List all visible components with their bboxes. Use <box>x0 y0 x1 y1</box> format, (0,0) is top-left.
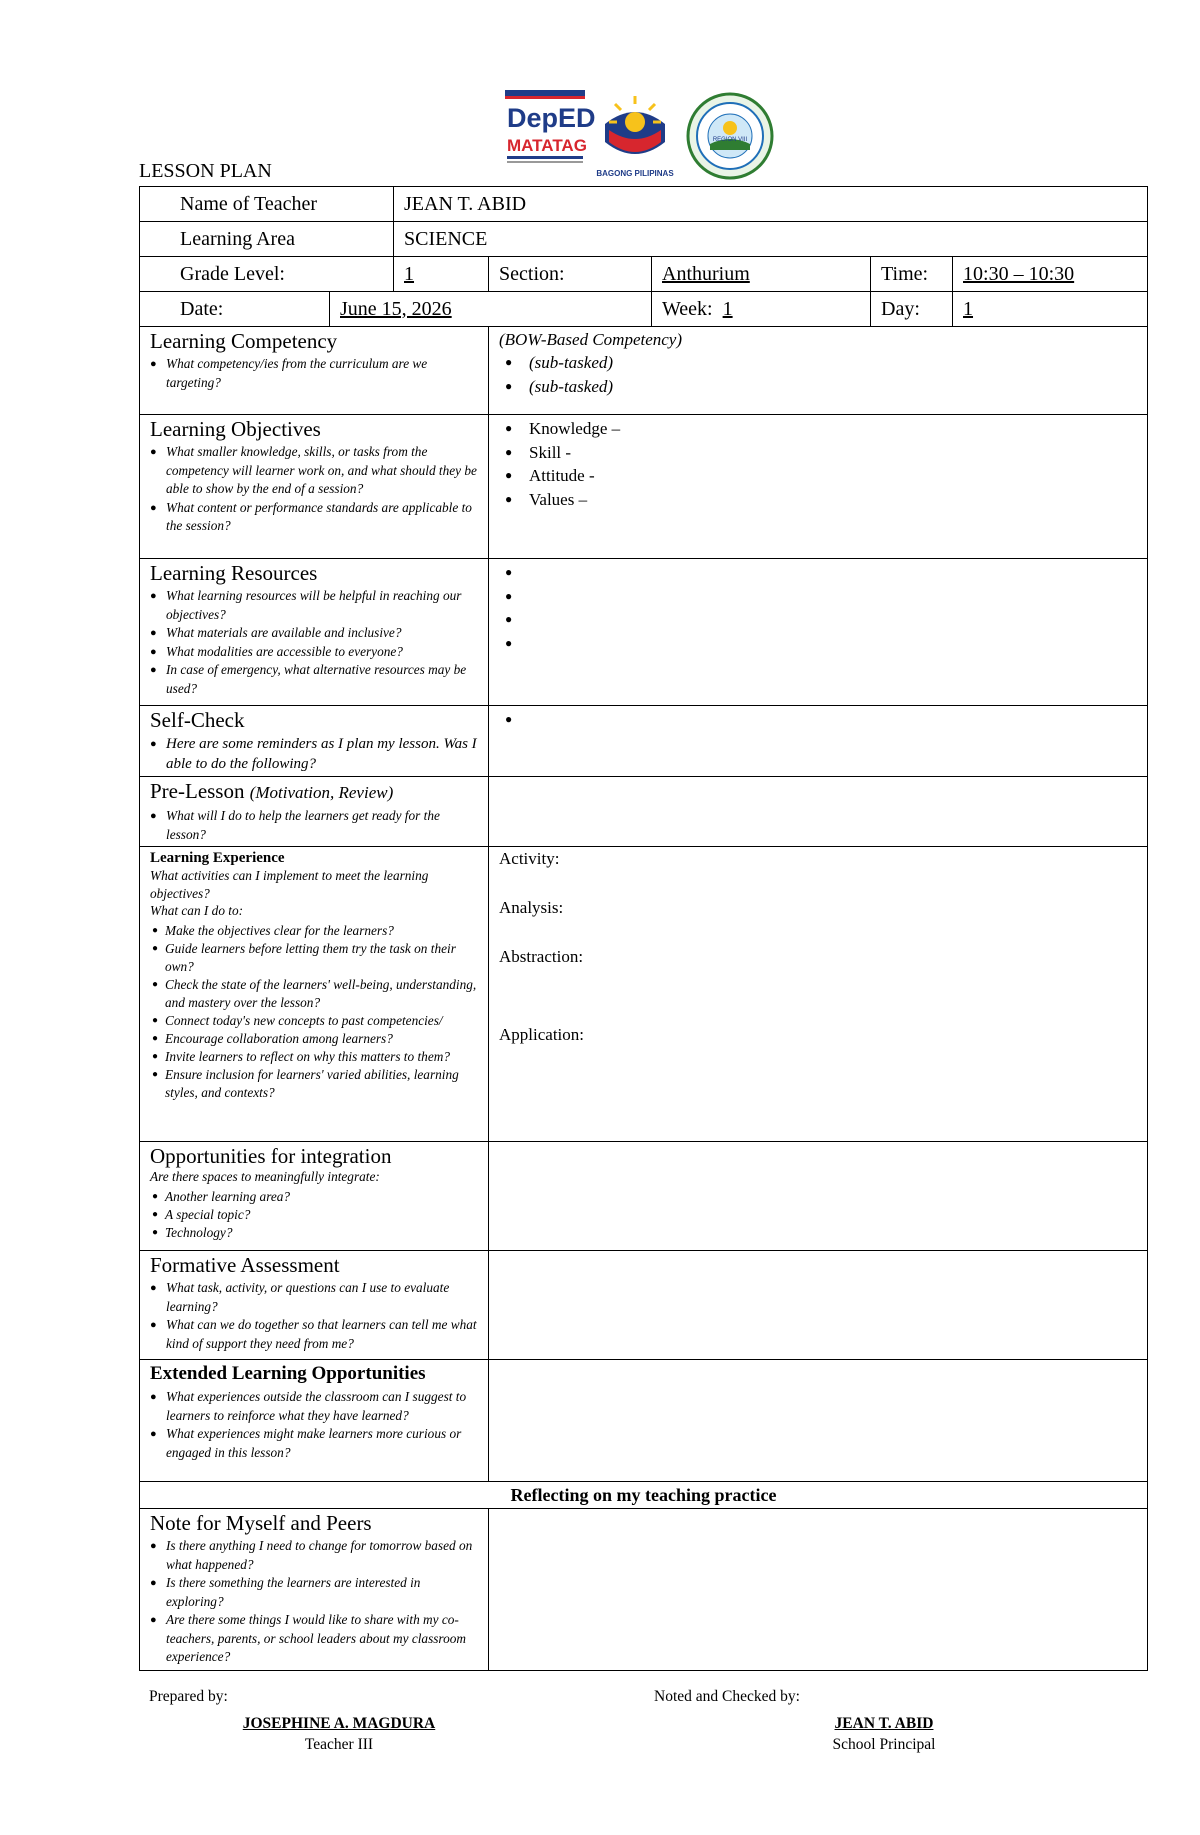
question-item: ● Here are some reminders as I plan my lesson. Was I able to do the following? <box>150 734 480 774</box>
selfcheck-left <box>140 706 489 777</box>
extended-title: Extended Learning Opportunities <box>150 1363 426 1384</box>
competency-left <box>140 327 489 415</box>
question-item: ● What smaller knowledge, skills, or tasks from the competency will learner work on, and what should they be able to show by the end of a session? <box>150 443 480 499</box>
question-item: ● Is there something the learners are interested in exploring? <box>150 1574 480 1611</box>
prelesson-title-line <box>150 779 480 805</box>
prepared-by-block <box>149 1688 436 1753</box>
notes-right[interactable] <box>489 1509 1148 1671</box>
objective-item: ● Attitude - <box>505 464 1137 488</box>
question-item: ● What will I do to help the learners get ready for the lesson? <box>150 807 480 844</box>
grade-value-cell[interactable] <box>394 257 489 292</box>
checked-name: JEAN T. ABID <box>834 1715 934 1732</box>
competency-title: Learning Competency <box>150 329 338 353</box>
reflecting-row <box>140 1482 1148 1509</box>
experience-row <box>140 847 1148 1142</box>
resource-item <box>505 561 1137 585</box>
formative-row <box>140 1251 1148 1360</box>
question-item: ● What experiences might make learners more curious or engaged in this lesson? <box>150 1425 480 1462</box>
date-label: Date: <box>140 292 330 327</box>
question-item: ● Are there some things I would like to share with my co-teachers, parents, or school leaders about my classroom experience? <box>150 1611 480 1667</box>
date-row <box>140 292 1148 327</box>
notes-questions <box>150 1537 480 1667</box>
integration-row <box>140 1142 1148 1251</box>
resources-title: Learning Resources <box>150 561 318 585</box>
date-value: June 15, 2026 <box>340 297 452 320</box>
experience-intro2: What can I do to: <box>150 903 244 918</box>
notes-title: Note for Myself and Peers <box>150 1511 372 1535</box>
experience-title: Learning Experience <box>150 850 285 866</box>
extended-questions <box>150 1388 480 1462</box>
teacher-label: Name of Teacher <box>140 187 394 222</box>
resources-questions <box>150 587 480 698</box>
competency-row <box>140 327 1148 415</box>
question-item: ● What modalities are accessible to everyone? <box>150 643 480 662</box>
week-cell <box>652 292 871 327</box>
grade-value: 1 <box>404 262 415 285</box>
prelesson-title: Pre-Lesson <box>150 779 245 803</box>
integration-left <box>140 1142 489 1251</box>
teacher-row <box>140 187 1148 222</box>
prepared-label: Prepared by: <box>149 1688 228 1705</box>
checked-label: Noted and Checked by: <box>654 1688 800 1705</box>
question-item: ● Make the objectives clear for the learners? <box>150 922 480 940</box>
question-item: ● Ensure inclusion for learners' varied abilities, learning styles, and contexts? <box>150 1066 480 1102</box>
day-value: 1 <box>963 297 974 320</box>
question-item: ● Is there anything I need to change for tomorrow based on what happened? <box>150 1537 480 1574</box>
question-item: ● What task, activity, or questions can I use to evaluate learning? <box>150 1279 480 1316</box>
selfcheck-title: Self-Check <box>150 708 245 732</box>
competency-right[interactable] <box>489 327 1148 415</box>
prepared-role: Teacher III <box>304 1736 374 1753</box>
experience-questions <box>150 922 480 1102</box>
experience-intro: What activities can I implement to meet the learning objectives? <box>150 868 429 901</box>
formative-right[interactable] <box>489 1251 1148 1360</box>
week-label: Week: <box>662 297 713 320</box>
selfcheck-questions <box>150 734 480 774</box>
section-label: Section: <box>489 257 652 292</box>
subtask-item: ● (sub-tasked) <box>505 375 1137 399</box>
integration-title: Opportunities for integration <box>150 1144 392 1168</box>
experience-left <box>140 847 489 1142</box>
analysis-label: Analysis: <box>499 898 564 917</box>
resources-row <box>140 559 1148 706</box>
teacher-value[interactable]: JEAN T. ABID <box>394 187 1148 222</box>
question-item: ● A special topic? <box>150 1206 480 1224</box>
resources-list <box>499 561 1137 655</box>
extended-row <box>140 1360 1148 1482</box>
question-item: ● Technology? <box>150 1224 480 1242</box>
competency-questions <box>150 355 480 392</box>
prelesson-right[interactable] <box>489 777 1148 847</box>
integration-right[interactable] <box>489 1142 1148 1251</box>
selfcheck-right[interactable] <box>489 706 1148 777</box>
prepared-name: JOSEPHINE A. MAGDURA <box>242 1715 436 1732</box>
experience-right[interactable] <box>489 847 1148 1142</box>
extended-right[interactable] <box>489 1360 1148 1482</box>
formative-questions <box>150 1279 480 1353</box>
question-item: ● In case of emergency, what alternative resources may be used? <box>150 661 480 698</box>
area-row <box>140 222 1148 257</box>
formative-title: Formative Assessment <box>150 1253 340 1277</box>
question-item: ● What materials are available and inclusive? <box>150 624 480 643</box>
header-logos <box>505 90 780 182</box>
reflecting-title: Reflecting on my teaching practice <box>140 1482 1148 1509</box>
resource-item <box>505 608 1137 632</box>
logo-group <box>505 90 780 182</box>
question-item: ● Connect today's new concepts to past competencies/ <box>150 1012 480 1030</box>
objectives-questions <box>150 443 480 536</box>
objective-item: ● Values – <box>505 488 1137 512</box>
week-value[interactable]: 1 <box>722 297 733 320</box>
checked-by-block <box>654 1688 936 1753</box>
competency-subtasks <box>499 351 1137 398</box>
application-label: Application: <box>499 1025 584 1044</box>
objectives-left <box>140 415 489 559</box>
objectives-row <box>140 415 1148 559</box>
region-seal-text: REGION VIII <box>712 137 748 143</box>
deped-logo <box>505 90 596 163</box>
matatag-logo-text: MATATAG <box>507 136 587 155</box>
notes-left <box>140 1509 489 1671</box>
prelesson-left <box>140 777 489 847</box>
checked-role: School Principal <box>832 1736 936 1753</box>
grade-row <box>140 257 1148 292</box>
objective-item: ● Skill - <box>505 441 1137 465</box>
objectives-right[interactable] <box>489 415 1148 559</box>
extended-left <box>140 1360 489 1482</box>
integration-questions <box>150 1188 480 1242</box>
grade-label: Grade Level: <box>140 257 394 292</box>
time-label: Time: <box>871 257 953 292</box>
day-label: Day: <box>871 292 953 327</box>
resources-left <box>140 559 489 706</box>
subtask-item: ● (sub-tasked) <box>505 351 1137 375</box>
lesson-plan-form <box>139 186 1147 1671</box>
deped-logo-text: DepED <box>507 103 596 133</box>
integration-intro: Are there spaces to meaningfully integrate: <box>150 1169 380 1184</box>
time-value-cell[interactable] <box>953 257 1148 292</box>
question-item: ● Check the state of the learners' well-being, understanding, and mastery over the lesson? <box>150 976 480 1012</box>
prelesson-questions <box>150 807 480 844</box>
abstraction-label: Abstraction: <box>499 947 584 966</box>
prelesson-row <box>140 777 1148 847</box>
bagong-pilipinas-text: BAGONG PILIPINAS <box>596 169 674 178</box>
time-value: 10:30 – 10:30 <box>963 262 1075 285</box>
day-value-cell[interactable] <box>953 292 1148 327</box>
selfcheck-item <box>505 708 1137 732</box>
region-seal-logo <box>688 94 772 178</box>
bow-competency-label: (BOW-Based Competency) <box>499 330 683 349</box>
question-item: ● What experiences outside the classroom can I suggest to learners to reinforce what they have learned? <box>150 1388 480 1425</box>
resource-item <box>505 585 1137 609</box>
objectives-title: Learning Objectives <box>150 417 321 441</box>
question-item: ● Another learning area? <box>150 1188 480 1206</box>
lesson-plan-table <box>139 186 1148 1671</box>
objective-item: ● Knowledge – <box>505 417 1137 441</box>
area-label: Learning Area <box>140 222 394 257</box>
area-value[interactable]: SCIENCE <box>394 222 1148 257</box>
question-item: ● What learning resources will be helpful in reaching our objectives? <box>150 587 480 624</box>
resources-right[interactable] <box>489 559 1148 706</box>
question-item: ● What content or performance standards are applicable to the session? <box>150 499 480 536</box>
objectives-list <box>499 417 1137 511</box>
question-item: ● What competency/ies from the curriculum are we targeting? <box>150 355 480 392</box>
question-item: ● Guide learners before letting them try the task on their own? <box>150 940 480 976</box>
bagong-pilipinas-logo <box>596 96 674 178</box>
section-value-cell[interactable] <box>652 257 871 292</box>
question-item: ● Encourage collaboration among learners? <box>150 1030 480 1048</box>
formative-left <box>140 1251 489 1360</box>
section-value: Anthurium <box>662 262 750 285</box>
question-item: ● What can we do together so that learners can tell me what kind of support they need from me? <box>150 1316 480 1353</box>
prelesson-subtitle: (Motivation, Review) <box>249 783 394 802</box>
question-item: ● Invite learners to reflect on why this matters to them? <box>150 1048 480 1066</box>
selfcheck-row <box>140 706 1148 777</box>
selfcheck-list <box>499 708 1137 732</box>
date-value-cell[interactable] <box>330 292 652 327</box>
activity-label: Activity: <box>499 849 560 868</box>
document-title: LESSON PLAN <box>139 160 272 182</box>
notes-row <box>140 1509 1148 1671</box>
resource-item <box>505 632 1137 656</box>
